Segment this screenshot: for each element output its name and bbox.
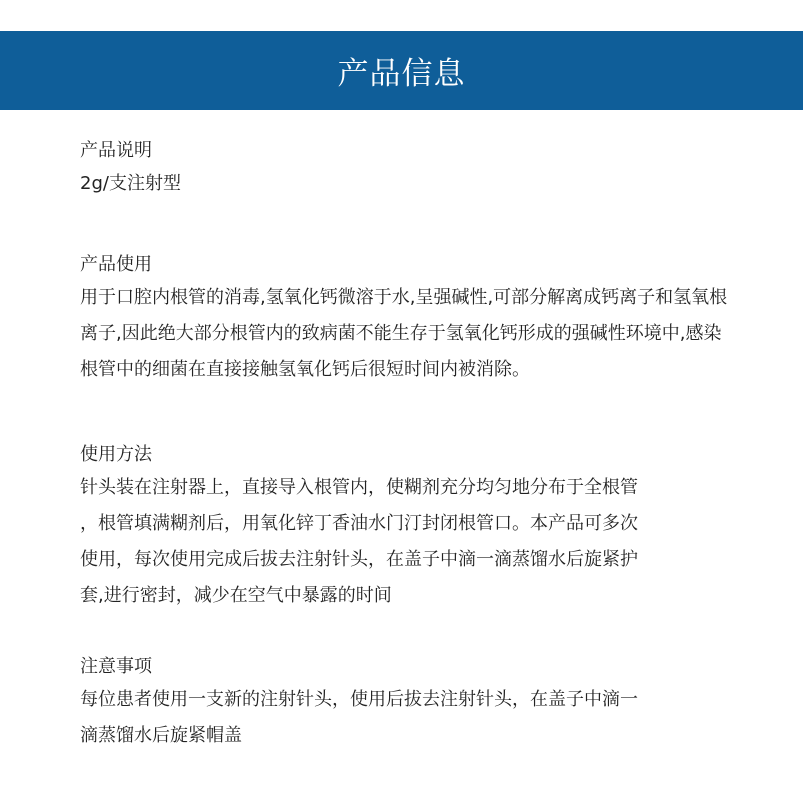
section-title: 产品使用 (80, 254, 152, 275)
text-line: 针头装在注射器上，直接导入根管内，使糊剂充分均匀地分布于全根管 (80, 477, 638, 498)
text-line: 离子,因此绝大部分根管内的致病菌不能生存于氢氧化钙形成的强碱性环境中,感染 (80, 323, 722, 344)
text-line: 使用，每次使用完成后拔去注射针头，在盖子中滴一滴蒸馏水后旋紧护 (80, 549, 638, 570)
section-title: 使用方法 (80, 444, 152, 465)
section-product-description (80, 136, 181, 202)
text-line: 滴蒸馏水后旋紧帽盖 (80, 725, 242, 746)
text-line: 用于口腔内根管的消毒,氢氧化钙微溶于水,呈强碱性,可部分解离成钙离子和氢氧根 (80, 287, 728, 308)
section-title: 注意事项 (80, 656, 152, 677)
section-product-usage (80, 250, 727, 388)
text-line: 套,进行密封，减少在空气中暴露的时间 (80, 585, 392, 606)
text-line: 根管中的细菌在直接接触氢氧化钙后很短时间内被消除。 (80, 359, 530, 380)
section-body (80, 470, 638, 614)
section-body (80, 682, 638, 754)
header-bar (0, 31, 803, 110)
section-body (80, 166, 181, 202)
text-line: 2g/支注射型 (80, 173, 181, 194)
section-usage-method (80, 440, 638, 614)
page-title: 产品信息 (337, 56, 466, 92)
text-line: ，根管填满糊剂后，用氧化锌丁香油水门汀封闭根管口。本产品可多次 (80, 513, 638, 534)
text-line: 每位患者使用一支新的注射针头，使用后拔去注射针头，在盖子中滴一 (80, 689, 638, 710)
section-precautions (80, 652, 638, 754)
section-title: 产品说明 (80, 140, 152, 161)
section-body (80, 280, 727, 388)
